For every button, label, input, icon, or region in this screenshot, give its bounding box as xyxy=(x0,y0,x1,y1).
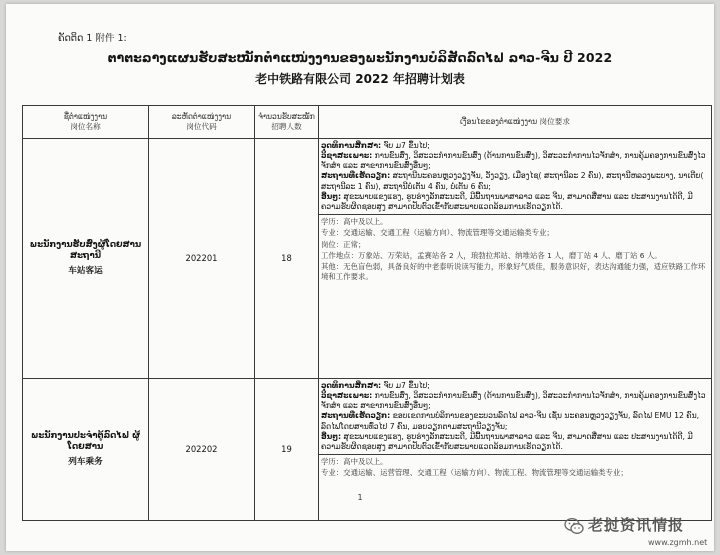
header-count xyxy=(255,106,319,139)
header-position-cn: 岗位名称 xyxy=(70,122,101,131)
recruitment-table xyxy=(22,105,712,521)
requirement-text: ສຸຂະພາບແຂງແຮງ, ຮູບຮ່າງລັກສະນະດີ, ມີພື້ນຖານພາສາລາວ ແລະ ຈີນ, ສາມາດສື່ສານ ແລະ ປະສານງານໄດ້ດີ, ມີຄວາມຮັບຜິດຊອບສູງ ສາມາດປັບຕົວເຂົ້າກັບສະພາບແວດລ້ອມການເຮັດວຽກໄດ້. xyxy=(321,431,693,451)
requirement-text: ສຸຂະພາບແຂງແຮງ, ຮູບຮ່າງລັກສະນະດີ, ມີພື້ນຖານພາສາລາວ ແລະ ຈີນ, ສາມາດສື່ສານ ແລະ ປະສານງານໄດ້ດີ, ມີຄວາມຮັບຜິດຊອບສູງ ສາມາດປັບຕົວເຂົ້າກັບສະພາບແວດລ້ອມການເຮັດວຽກໄດ້. xyxy=(321,191,693,211)
requirement-cn-line: 专业：交通运输、交通工程（运输方向）、物流管理等交通运输类专业； xyxy=(321,228,554,238)
requirement-cn-line: 其他：无色盲色弱，具备良好的中老泰听说读写能力，形象好气质佳，服务意识好，表达沟通能力强，适应铁路工作环境和工作要求。 xyxy=(321,261,706,282)
requirement-text: ຂອບເຂດການບໍລິການຂອງຂະບວນລົດໄຟ ລາວ-ຈີນ ເຊັ່ນ ນະຄອນຫຼວງວຽງຈັນ, ລົດໄຟ EMU 12 ຄົນ, ລົດໄຟໂດຍສານທົ່ວໄປ 7 ຄົນ, ມອບວຽກຕາມສະຖານີວຽງຈັນ; xyxy=(321,411,700,431)
title-lao: ຕາຕະລາງແຜນຮັບສະໝັກຕຳແໜ່ງງານຂອງພະນັກງານບໍລິສັດລົດໄຟ ລາວ-ຈີນ ປີ 2022 xyxy=(107,50,613,65)
position-cn: 列车乘务 xyxy=(68,456,103,467)
header-code-lao: ລະຫັດຕຳແໜ່ງງານ xyxy=(171,111,232,121)
requirement-text: ສະຖານີນະຄອນຫຼວງວຽງຈັນ, ວັງວຽງ, ເມືອງໄຊ( ສະຖານີລະ 2 ຄົນ), ສະຖານີຫລວງພະບາງ, ນາເຕີຍ( ສະຖານີລະ 1 ຄົນ), ສະຖານີບໍ່ເຕັນ 4 ຄົນ, ບໍ່ເຕັນ 6 ຄົນ; xyxy=(321,171,704,191)
watermark-title: 老挝资讯情报 xyxy=(588,516,685,534)
header-count-cn: 招聘人数 xyxy=(271,122,302,131)
header-position xyxy=(23,106,149,139)
table-row xyxy=(23,139,712,379)
position-code: 202202 xyxy=(149,379,255,521)
requirements-cn xyxy=(319,214,711,285)
watermark-url: www.zgmh.net xyxy=(648,538,708,547)
position-cell xyxy=(23,139,149,379)
requirement-cn-line: 专业：交通运输、运营管理、交通工程（运输方向）、物流工程、物流管理等交通运输类专业； xyxy=(321,468,628,478)
requirement-line xyxy=(321,432,708,452)
position-lao: ພະນັກງານຮັບສົ່ງຜູ້ໂດຍສານ ສະຖານີ xyxy=(29,240,142,262)
position-lao: ພະນັກງານປະຈຳຕູ້ລົດໄຟ ຜູ້ໂດຍສານ xyxy=(30,431,141,453)
requirement-label: ອື່ນໆ: xyxy=(321,191,342,201)
requirement-cn-line: 学历：高中及以上。 xyxy=(321,457,388,467)
requirement-cn-line: 岗位：正常； xyxy=(321,239,366,249)
requirement-line xyxy=(321,151,708,171)
requirement-line xyxy=(321,411,708,431)
requirement-line xyxy=(321,391,708,411)
requirements-lao xyxy=(319,379,711,454)
position-code: 202201 xyxy=(149,139,255,379)
hiring-count: 19 xyxy=(255,379,319,521)
requirement-cn-line: 学历：高中及以上。 xyxy=(321,217,388,227)
document-page xyxy=(6,4,714,551)
requirements-cell xyxy=(319,139,712,379)
requirement-cn-line: 工作地点：万象站、万荣站，孟赛站各 2 人，琅勃拉邦站、纳堆站各 1 人，磨丁站 4 人、磨丁站 6 人。 xyxy=(321,250,662,260)
hiring-count: 18 xyxy=(255,139,319,379)
page-number: 1 xyxy=(357,493,363,502)
header-count-lao: ຈຳນວນຮັບສະໝັກ xyxy=(258,111,315,121)
requirements-cn xyxy=(319,454,711,481)
watermark xyxy=(564,514,714,551)
requirement-text: ການຂົນສົ່ງ, ວິສະວະກຳການຂົນສົ່ງ (ດ້ານການຂົນສົ່ງ), ວິສະວະກຳການໄວຈັກສຳ, ການຄຸ້ມຄອງການຂົນສົ່ງໄວຈັກສຳ ແລະ ສາຂາການຂົນສົ່ງອື່ນໆ; xyxy=(321,151,706,171)
wechat-icon xyxy=(564,516,584,536)
requirement-text: ຈົບ ມ7 ຂຶ້ນໄປ; xyxy=(381,381,430,390)
requirement-label: ວຸດທິການສຶກສາ: xyxy=(321,141,382,150)
requirement-line xyxy=(321,192,708,212)
header-code xyxy=(149,106,255,139)
header-requirements xyxy=(319,106,712,139)
header-position-lao: ຊື່ຕຳແໜ່ງງານ xyxy=(63,111,108,121)
header-requirements-text: ເງື່ອນໄຂຂອງຕຳແໜ່ງງານ 岗位要求 xyxy=(460,116,570,126)
header-code-cn: 岗位代码 xyxy=(186,122,217,131)
title-cn: 老中铁路有限公司 2022 年招聘计划表 xyxy=(255,72,465,86)
requirement-text: ຈົບ ມ7 ຂຶ້ນໄປ; xyxy=(381,141,430,150)
requirement-label: ວິຊາສະເພາະ: xyxy=(321,151,373,161)
requirement-label: ສະຖານທີ່ເຮັດວຽກ: xyxy=(321,171,391,181)
requirement-line xyxy=(321,381,708,391)
requirement-label: ສະຖານທີ່ເຮັດວຽກ: xyxy=(321,411,391,421)
requirement-line xyxy=(321,171,708,191)
requirement-label: ວຸດທິການສຶກສາ: xyxy=(321,381,382,390)
requirement-label: ວິຊາສະເພາະ: xyxy=(321,391,373,401)
annex-label: ຄັດຕິດ 1 附件 1: xyxy=(58,33,127,44)
position-cn: 车站客运 xyxy=(68,265,103,276)
requirement-line xyxy=(321,141,708,151)
requirements-lao xyxy=(319,139,711,214)
requirement-text: ການຂົນສົ່ງ, ວິສະວະກຳການຂົນສົ່ງ (ດ້ານການຂົນສົ່ງ), ວິສະວະກຳການໄວຈັກສຳ, ການຄຸ້ມຄອງການຂົນສົ່ງໄວຈັກສຳ ແລະ ສາຂາການຂົນສົ່ງອື່ນໆ; xyxy=(321,391,706,411)
table-header-row xyxy=(23,106,712,139)
requirement-label: ອື່ນໆ: xyxy=(321,431,342,441)
